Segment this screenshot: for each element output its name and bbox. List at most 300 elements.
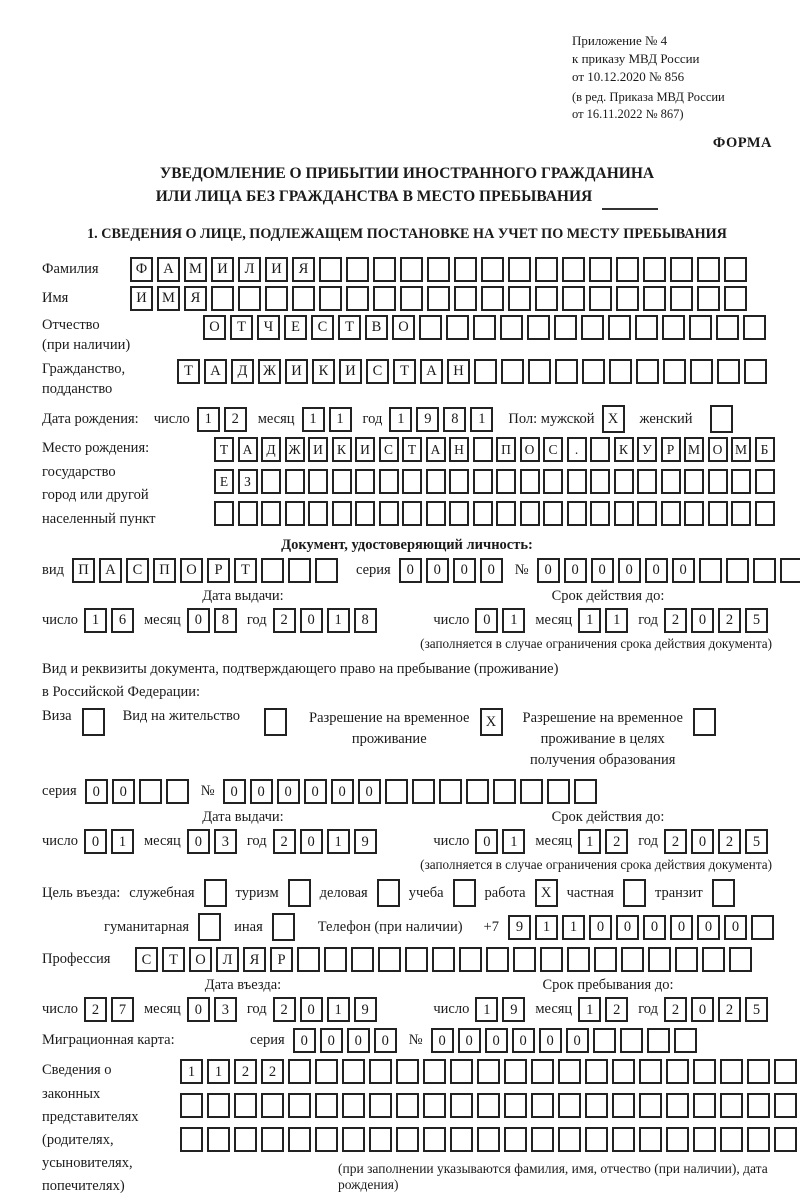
char-cell [612, 1093, 635, 1118]
char-cell [324, 947, 347, 972]
char-cell: 0 [697, 915, 720, 940]
char-cell: Т [338, 315, 361, 340]
char-cell [774, 1127, 797, 1152]
char-cell [743, 315, 766, 340]
purpose-row2 [42, 913, 772, 941]
char-cell: 9 [416, 407, 439, 432]
entry-day-cells [84, 997, 138, 1022]
char-cell [288, 1059, 311, 1084]
char-cell: Т [162, 947, 185, 972]
char-cell [473, 501, 493, 526]
char-cell: X [602, 405, 625, 433]
surname-row [42, 257, 772, 282]
char-cell: О [520, 437, 540, 462]
char-cell: 0 [645, 558, 668, 583]
char-cell: Н [447, 359, 470, 384]
char-cell [288, 1127, 311, 1152]
stay-month-label: месяц [535, 1001, 573, 1018]
identity-doc-dates-row [42, 608, 772, 633]
char-cell [423, 1093, 446, 1118]
char-cell [590, 437, 610, 462]
residence-valid-month-label: месяц [535, 833, 573, 850]
char-cell [423, 1127, 446, 1152]
char-cell: 2 [718, 829, 741, 854]
char-cell: 1 [562, 915, 585, 940]
char-cell [581, 315, 604, 340]
char-cell [439, 779, 462, 804]
valid-day-cells [475, 608, 529, 633]
char-cell [180, 1093, 203, 1118]
char-cell [332, 469, 352, 494]
char-cell [593, 1028, 616, 1053]
appendix-line: к приказу МВД России [572, 50, 700, 66]
valid-month-label: месяц [535, 612, 573, 628]
purpose-commercial-checkbox [377, 879, 400, 907]
patronymic-cells [203, 315, 770, 340]
char-cell: 9 [502, 997, 525, 1022]
entry-month-cells [187, 997, 241, 1022]
char-cell [635, 315, 658, 340]
char-cell: 2 [273, 829, 296, 854]
char-cell: 0 [485, 1028, 508, 1053]
char-cell [535, 286, 558, 311]
char-cell [608, 315, 631, 340]
char-cell [450, 1059, 473, 1084]
char-cell [473, 437, 493, 462]
residence-doc-date-headers [42, 809, 772, 826]
identity-doc-heading: Документ, удостоверяющий личность: [281, 537, 533, 553]
char-cell [504, 1059, 527, 1084]
char-cell: 0 [399, 558, 422, 583]
char-cell [647, 1028, 670, 1053]
char-cell [693, 1127, 716, 1152]
residence-issue-month-label: месяц [143, 833, 181, 850]
purpose-other-label: иная [234, 918, 263, 935]
char-cell [396, 1093, 419, 1118]
char-cell: 0 [300, 997, 323, 1022]
char-cell [501, 359, 524, 384]
char-cell: М [731, 437, 751, 462]
char-cell [508, 286, 531, 311]
char-cell [261, 1127, 284, 1152]
char-cell [690, 359, 713, 384]
char-cell [496, 469, 516, 494]
char-cell [729, 947, 752, 972]
char-cell [238, 501, 258, 526]
entry-date-headers [42, 977, 772, 994]
reps-label-line: попечителях) [42, 1178, 125, 1195]
char-cell [639, 1127, 662, 1152]
char-cell [402, 501, 422, 526]
char-cell [423, 1059, 446, 1084]
char-cell [493, 779, 516, 804]
char-cell: 0 [537, 558, 560, 583]
char-cell: Д [231, 359, 254, 384]
char-cell [531, 1127, 554, 1152]
char-cell [689, 315, 712, 340]
surname-label: Фамилия [42, 261, 99, 278]
char-cell [724, 257, 747, 282]
patronymic-row [42, 315, 772, 355]
purpose-private-checkbox [623, 879, 646, 907]
valid-year-label: год [638, 612, 658, 628]
appendix-subline: (в ред. Приказа МВД России [572, 89, 725, 104]
doc-kind-label: вид [42, 562, 64, 578]
char-cell [699, 558, 722, 583]
char-cell [675, 947, 698, 972]
char-cell [639, 1093, 662, 1118]
char-cell [708, 469, 728, 494]
char-cell: 5 [745, 997, 768, 1022]
birthdate-day-cells [197, 407, 251, 432]
char-cell: 0 [591, 558, 614, 583]
char-cell: М [184, 257, 207, 282]
char-cell [567, 947, 590, 972]
char-cell: 0 [691, 829, 714, 854]
char-cell: 2 [273, 608, 296, 633]
stay-day-cells [475, 997, 529, 1022]
char-cell [379, 501, 399, 526]
entry-month-label: месяц [143, 1001, 181, 1018]
char-cell: 0 [347, 1028, 370, 1053]
char-cell: 2 [605, 997, 628, 1022]
char-cell [285, 469, 305, 494]
form-title-line1: УВЕДОМЛЕНИЕ О ПРИБЫТИИ ИНОСТРАННОГО ГРАЖДАНИНА [159, 164, 655, 182]
char-cell [639, 1059, 662, 1084]
char-cell: К [312, 359, 335, 384]
char-cell [637, 501, 657, 526]
migration-series-label: серия [250, 1032, 285, 1049]
char-cell: О [203, 315, 226, 340]
char-cell [780, 558, 800, 583]
char-cell [585, 1127, 608, 1152]
issue-date-title: Дата выдачи: [202, 588, 284, 604]
residence-valid-month-cells [578, 829, 632, 854]
char-cell: Я [292, 257, 315, 282]
char-cell: 2 [718, 608, 741, 633]
reps-cells-row3 [180, 1127, 800, 1152]
purpose-study-checkbox [453, 879, 476, 907]
char-cell: И [308, 437, 328, 462]
char-cell [207, 1093, 230, 1118]
doc-series-label: серия [355, 562, 391, 578]
char-cell [712, 879, 735, 907]
temp-permit-label: Разрешение на временное проживание [309, 710, 470, 748]
char-cell: М [157, 286, 180, 311]
reps-label-line: законных [42, 1085, 101, 1102]
char-cell: 1 [180, 1059, 203, 1084]
birthplace-sub1: государство [42, 463, 116, 480]
char-cell [272, 913, 295, 941]
char-cell [531, 1093, 554, 1118]
char-cell [616, 286, 639, 311]
char-cell [285, 501, 305, 526]
char-cell: Р [207, 558, 230, 583]
char-cell: 1 [207, 1059, 230, 1084]
appendix-subline: от 16.11.2022 № 867) [572, 106, 684, 121]
stay-day-label: число [433, 1001, 470, 1018]
migration-card-row [42, 1028, 772, 1053]
char-cell [755, 501, 775, 526]
char-cell: Т [230, 315, 253, 340]
char-cell: Я [184, 286, 207, 311]
char-cell [139, 779, 162, 804]
appendix-line: Приложение № 4 [572, 33, 668, 48]
char-cell: Р [661, 437, 681, 462]
birthdate-label: Дата рождения: [42, 410, 139, 427]
char-cell: 2 [664, 997, 687, 1022]
doc-kind-cells [72, 558, 342, 583]
purpose-other-checkbox [272, 913, 295, 941]
char-cell: 0 [84, 829, 107, 854]
char-cell [558, 1093, 581, 1118]
char-cell: Е [214, 469, 234, 494]
char-cell [527, 315, 550, 340]
reps-footnote: (при заполнении указываются фамилия, имя, отчество (при наличии), дата рождения) [338, 1161, 768, 1193]
char-cell: 0 [300, 829, 323, 854]
profession-cells [135, 947, 756, 972]
char-cell: 1 [578, 997, 601, 1022]
char-cell [474, 359, 497, 384]
purpose-business-checkbox [204, 879, 227, 907]
char-cell [400, 286, 423, 311]
char-cell: 0 [453, 558, 476, 583]
char-cell [643, 286, 666, 311]
char-cell: 0 [564, 558, 587, 583]
char-cell [426, 469, 446, 494]
char-cell: И [211, 257, 234, 282]
citizenship-note: подданство [42, 381, 113, 398]
char-cell [585, 1093, 608, 1118]
reps-label-line: усыновителях, [42, 1155, 133, 1172]
purpose-humanitarian-label: гуманитарная [104, 918, 190, 935]
char-cell [288, 558, 311, 583]
char-cell [567, 469, 587, 494]
stay-until-title: Срок пребывания до: [542, 977, 674, 994]
char-cell [432, 947, 455, 972]
char-cell: 0 [643, 915, 666, 940]
phone-prefix: +7 [483, 918, 499, 935]
char-cell [355, 501, 375, 526]
char-cell: 2 [605, 829, 628, 854]
residence-issue-title: Дата выдачи: [202, 809, 284, 826]
char-cell [500, 315, 523, 340]
char-cell: Я [243, 947, 266, 972]
char-cell: О [180, 558, 203, 583]
firstname-cells [130, 286, 751, 311]
char-cell [426, 501, 446, 526]
char-cell: 1 [197, 407, 220, 432]
char-cell: 3 [214, 997, 237, 1022]
reps-cells-row2 [180, 1093, 800, 1118]
char-cell [670, 257, 693, 282]
char-cell [373, 257, 396, 282]
char-cell [419, 315, 442, 340]
char-cell: 0 [431, 1028, 454, 1053]
identity-doc-date-headers [42, 588, 772, 605]
birthdate-month-label: месяц [257, 410, 295, 427]
char-cell: 0 [358, 779, 381, 804]
char-cell [508, 257, 531, 282]
issue-year-cells [273, 608, 381, 633]
char-cell: 0 [250, 779, 273, 804]
purpose-opt-label: деловая [319, 884, 368, 901]
purpose-transit-checkbox [712, 879, 735, 907]
char-cell [661, 469, 681, 494]
char-cell [562, 257, 585, 282]
citizenship-cells [177, 359, 771, 384]
char-cell: Т [177, 359, 200, 384]
char-cell: 8 [354, 608, 377, 633]
char-cell: О [189, 947, 212, 972]
char-cell [747, 1127, 770, 1152]
char-cell [238, 286, 261, 311]
residence-issue-day-cells [84, 829, 138, 854]
char-cell [720, 1059, 743, 1084]
residence-doc-intro1: Вид и реквизиты документа, подтверждающего право на пребывание (проживание) [42, 661, 559, 677]
char-cell [346, 286, 369, 311]
char-cell [693, 1059, 716, 1084]
char-cell [450, 1127, 473, 1152]
char-cell: 0 [320, 1028, 343, 1053]
char-cell [726, 558, 749, 583]
char-cell: 0 [618, 558, 641, 583]
char-cell: 1 [578, 829, 601, 854]
char-cell [520, 469, 540, 494]
char-cell: 0 [223, 779, 246, 804]
char-cell: 8 [214, 608, 237, 633]
char-cell: А [420, 359, 443, 384]
birthdate-month-cells [302, 407, 356, 432]
char-cell [614, 501, 634, 526]
char-cell: 8 [443, 407, 466, 432]
migration-series-cells [293, 1028, 401, 1053]
stay-year-label: год [638, 1001, 658, 1018]
char-cell [666, 1093, 689, 1118]
char-cell [612, 1127, 635, 1152]
char-cell: П [496, 437, 516, 462]
char-cell: А [204, 359, 227, 384]
edu-permit-label: Разрешение на временное проживание в целях получения образования [522, 710, 683, 769]
entry-day-label: число [42, 1001, 78, 1018]
char-cell [582, 359, 605, 384]
stay-year-cells [664, 997, 772, 1022]
char-cell: 0 [458, 1028, 481, 1053]
char-cell [562, 286, 585, 311]
char-cell [558, 1127, 581, 1152]
char-cell: X [480, 708, 503, 736]
char-cell: 1 [502, 608, 525, 633]
char-cell: 2 [664, 608, 687, 633]
char-cell: З [238, 469, 258, 494]
reps-label-line: представителях [42, 1108, 139, 1125]
char-cell [535, 257, 558, 282]
char-cell: Е [284, 315, 307, 340]
char-cell: 1 [502, 829, 525, 854]
char-cell: К [332, 437, 352, 462]
firstname-row [42, 286, 772, 311]
residence-valid-day-cells [475, 829, 529, 854]
section1-heading: 1. СВЕДЕНИЯ О ЛИЦЕ, ПОДЛЕЖАЩЕМ ПОСТАНОВКЕ НА УЧЕТ ПО МЕСТУ ПРЕБЫВАНИЯ [87, 226, 727, 243]
char-cell [369, 1093, 392, 1118]
doc-series-cells [399, 558, 507, 583]
char-cell [346, 257, 369, 282]
char-cell [211, 286, 234, 311]
char-cell: 9 [354, 997, 377, 1022]
char-cell: С [379, 437, 399, 462]
char-cell [315, 1127, 338, 1152]
char-cell: А [426, 437, 446, 462]
residence-series-cells [85, 779, 193, 804]
residence-valid-title: Срок действия до: [551, 809, 665, 826]
char-cell [385, 779, 408, 804]
char-cell: 0 [566, 1028, 589, 1053]
char-cell [288, 879, 311, 907]
char-cell [755, 469, 775, 494]
char-cell [594, 947, 617, 972]
char-cell [481, 257, 504, 282]
char-cell [590, 469, 610, 494]
char-cell [412, 779, 435, 804]
char-cell [693, 708, 716, 736]
char-cell [466, 779, 489, 804]
blank-underline [602, 185, 658, 210]
char-cell [166, 779, 189, 804]
birthplace-cells-row3 [214, 501, 778, 526]
purpose-opt-label: служебная [129, 884, 195, 901]
char-cell [612, 1059, 635, 1084]
char-cell: О [708, 437, 728, 462]
temp-permit-checkbox [480, 708, 503, 736]
citizenship-row [42, 359, 772, 399]
char-cell: П [72, 558, 95, 583]
char-cell [315, 558, 338, 583]
residence-issue-day-label: число [42, 833, 78, 850]
residence-doc-intro2: в Российской Федерации: [42, 684, 201, 701]
char-cell [261, 1093, 284, 1118]
migration-number-cells [431, 1028, 701, 1053]
birthdate-day-label: число [153, 410, 190, 427]
residence-issue-year-cells [273, 829, 381, 854]
char-cell [449, 469, 469, 494]
char-cell [481, 286, 504, 311]
char-cell: 9 [354, 829, 377, 854]
char-cell [702, 947, 725, 972]
char-cell: Т [402, 437, 422, 462]
stay-month-cells [578, 997, 632, 1022]
char-cell [614, 469, 634, 494]
phone-cells [508, 915, 778, 940]
valid-month-cells [578, 608, 632, 633]
char-cell: О [392, 315, 415, 340]
sex-label: Пол: мужской [508, 410, 595, 427]
char-cell [567, 501, 587, 526]
purpose-opt-label: учеба [408, 884, 444, 901]
patronymic-label: Отчество [42, 317, 100, 334]
char-cell [520, 779, 543, 804]
migration-number-label: № [408, 1032, 423, 1049]
char-cell: 0 [187, 608, 210, 633]
valid-date-title: Срок действия до: [551, 588, 665, 604]
birthplace-sub2: город или другой [42, 487, 149, 504]
char-cell [198, 913, 221, 941]
visa-checkbox [82, 708, 105, 736]
char-cell: 5 [745, 608, 768, 633]
char-cell: В [365, 315, 388, 340]
residence-issue-month-cells [187, 829, 241, 854]
char-cell [674, 1028, 697, 1053]
phone-label: Телефон (при наличии) [317, 918, 463, 935]
